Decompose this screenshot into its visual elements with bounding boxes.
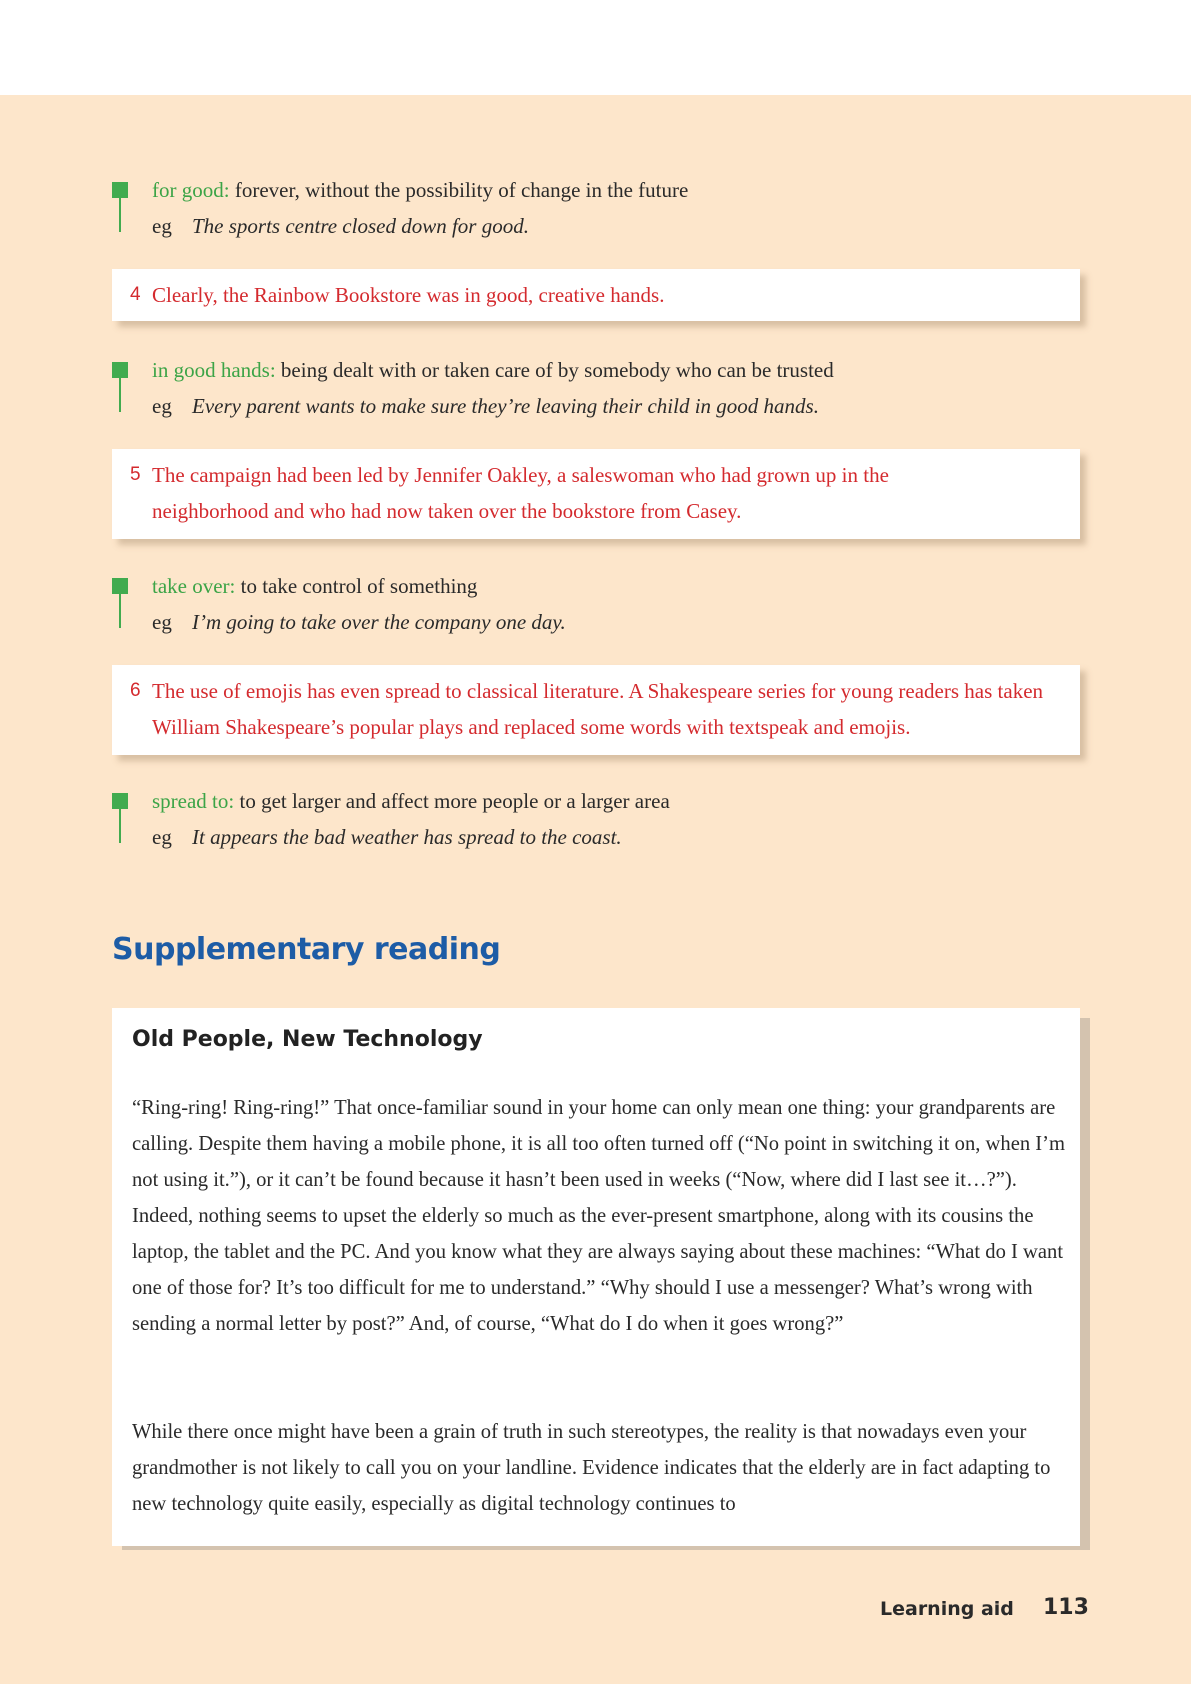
quote-text: Clearly, the Rainbow Bookstore was in good, creative hands. [152, 283, 665, 307]
term-example-line [152, 210, 529, 242]
eg-label: eg [152, 825, 172, 849]
term-definition-line [152, 354, 834, 386]
term-example: The sports centre closed down for good. [192, 214, 529, 238]
reading-title: Old People, New Technology [132, 1027, 483, 1052]
vocabulary-entry [112, 785, 1012, 855]
term-example-line [152, 606, 566, 638]
bullet-stem [119, 198, 121, 232]
footer-label: Learning aid [880, 1598, 1014, 1620]
quote-number: 4 [130, 284, 141, 305]
quote-number: 5 [130, 464, 141, 485]
quote-box [112, 449, 1080, 539]
bullet-stem [119, 378, 121, 412]
bullet-square-icon [112, 182, 128, 198]
bullet-square-icon [112, 362, 128, 378]
reading-paragraph: “Ring-ring! Ring-ring!” That once-familiar sound in your home can only mean one thing: your grandparents are calling. Despite them having a mobile phone, it is all too often turned off (“No point in switching it on, when I’m not using it.”), or it can’t be found because it hasn’t been used in weeks (“Now, where did I last see it…?”). Indeed, nothing seems to upset the elderly so much as the ever-present smartphone, along with its cousins the laptop, the tablet and the PC. And you know what they are always saying about these machines: “What do I want one of those for? It’s too difficult for me to understand.” “Why should I use a messenger? What’s wrong with sending a normal letter by post?” And, of course, “What do I do when it goes wrong?” [132, 1097, 1066, 1335]
bullet-stem [119, 594, 121, 628]
term-definition-line [152, 570, 477, 602]
vocabulary-entry [112, 570, 1012, 640]
page-number: 113 [1043, 1595, 1089, 1620]
term-word: in good hands: [152, 358, 276, 382]
quote-text: The campaign had been led by Jennifer Oakley, a saleswoman who had grown up in the neighborhood and who had now taken over the bookstore from Casey. [152, 463, 889, 523]
term-example: Every parent wants to make sure they’re leaving their child in good hands. [192, 394, 819, 418]
term-example-line [152, 390, 819, 422]
term-example-line [152, 821, 622, 853]
term-word: for good: [152, 178, 230, 202]
eg-label: eg [152, 214, 172, 238]
quote-number: 6 [130, 680, 141, 701]
quote-box [112, 269, 1080, 321]
term-example: It appears the bad weather has spread to the coast. [192, 825, 622, 849]
term-definition: to get larger and affect more people or a larger area [234, 789, 670, 813]
term-definition: being dealt with or taken care of by somebody who can be trusted [275, 358, 834, 382]
term-definition: forever, without the possibility of change in the future [229, 178, 689, 202]
term-word: take over: [152, 574, 236, 598]
term-definition: to take control of something [235, 574, 478, 598]
bullet-stem [119, 809, 121, 843]
quote-box [112, 665, 1080, 755]
vocabulary-entry [112, 354, 1012, 424]
bullet-square-icon [112, 578, 128, 594]
term-example: I’m going to take over the company one day. [192, 610, 566, 634]
reading-box [112, 1008, 1080, 1546]
term-definition-line [152, 174, 688, 206]
term-definition-line [152, 785, 670, 817]
eg-label: eg [152, 394, 172, 418]
quote-text: The use of emojis has even spread to classical literature. A Shakespeare series for young readers has taken William Shakespeare’s popular plays and replaced some words with textspeak and emojis. [152, 679, 1044, 739]
term-word: spread to: [152, 789, 235, 813]
bullet-square-icon [112, 793, 128, 809]
eg-label: eg [152, 610, 172, 634]
section-heading: Supplementary reading [112, 932, 501, 967]
vocabulary-entry [112, 174, 1012, 244]
reading-paragraph: While there once might have been a grain of truth in such stereotypes, the reality is that nowadays even your grandmother is not likely to call you on your landline. Evidence indicates that the elderly are in fact adapting to new technology quite easily, especially as digital technology continues to [132, 1421, 1051, 1515]
